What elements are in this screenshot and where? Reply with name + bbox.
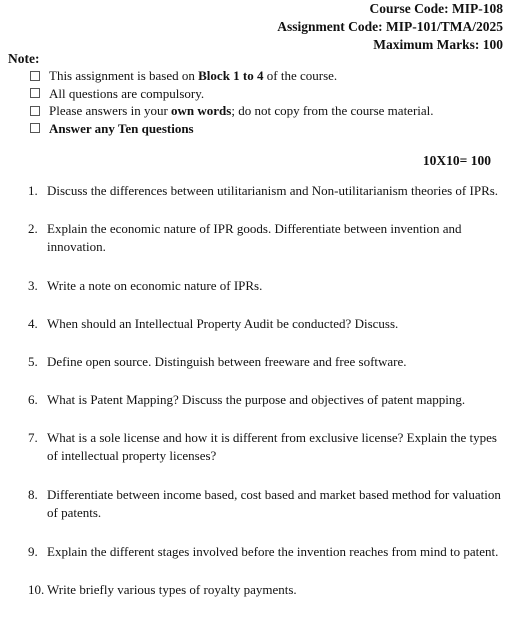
- question-number: 10.: [28, 582, 45, 597]
- question-text: What is a sole license and how it is different from exclusive license? Explain the types of intellectual property licenses?: [47, 430, 497, 463]
- question-item: [28, 220, 506, 256]
- checkbox-icon: [30, 88, 40, 98]
- note-text: Please answers in your own words; do not copy from the course material.: [49, 103, 434, 118]
- question-item: [28, 581, 506, 599]
- question-text: When should an Intellectual Property Audit be conducted? Discuss.: [47, 316, 399, 331]
- checkbox-icon: [30, 71, 40, 81]
- question-number: 9.: [28, 544, 38, 559]
- course-code: Course Code: MIP-108: [369, 1, 503, 16]
- checkbox-icon: [30, 123, 40, 133]
- question-number: 5.: [28, 354, 38, 369]
- question-text: Discuss the differences between utilitarianism and Non-utilitarianism theories of IPRs.: [47, 183, 499, 198]
- note-item: [30, 120, 434, 138]
- note-item: [30, 102, 434, 120]
- header-block: [277, 0, 503, 54]
- marks-scheme: 10X10= 100: [422, 153, 491, 168]
- question-item: [28, 543, 506, 561]
- note-text: This assignment is based on Block 1 to 4 of the course.: [49, 68, 338, 83]
- note-text: Answer any Ten questions: [49, 120, 194, 136]
- question-item: [28, 182, 506, 200]
- question-number: 6.: [28, 392, 38, 407]
- maximum-marks: Maximum Marks: 100: [373, 37, 503, 52]
- question-item: [28, 391, 506, 409]
- question-item: [28, 353, 506, 371]
- note-text: All questions are compulsory.: [49, 85, 205, 101]
- question-number: 8.: [28, 487, 38, 502]
- note-item: [30, 67, 434, 85]
- question-text: Differentiate between income based, cost based and market based method for valuation of patents.: [47, 487, 501, 520]
- note-label: Note:: [8, 51, 40, 66]
- question-number: 3.: [28, 278, 38, 293]
- note-item: [30, 85, 434, 103]
- question-list: [28, 182, 506, 619]
- question-text: Explain the economic nature of IPR goods. Differentiate between invention and innovation.: [47, 221, 462, 254]
- question-item: [28, 315, 506, 333]
- question-item: [28, 277, 506, 295]
- question-text: Write a note on economic nature of IPRs.: [47, 278, 263, 293]
- question-text: Define open source. Distinguish between freeware and free software.: [47, 354, 407, 369]
- question-number: 2.: [28, 221, 38, 236]
- question-text: What is Patent Mapping? Discuss the purpose and objectives of patent mapping.: [47, 392, 466, 407]
- checkbox-icon: [30, 106, 40, 116]
- question-number: 1.: [28, 183, 38, 198]
- question-item: [28, 429, 506, 465]
- question-text: Explain the different stages involved before the invention reaches from mind to patent.: [47, 544, 499, 559]
- question-text: Write briefly various types of royalty payments.: [47, 582, 297, 597]
- question-number: 7.: [28, 430, 38, 445]
- note-list: [30, 67, 434, 137]
- assignment-code: Assignment Code: MIP-101/TMA/2025: [277, 19, 503, 34]
- question-number: 4.: [28, 316, 38, 331]
- question-item: [28, 486, 506, 522]
